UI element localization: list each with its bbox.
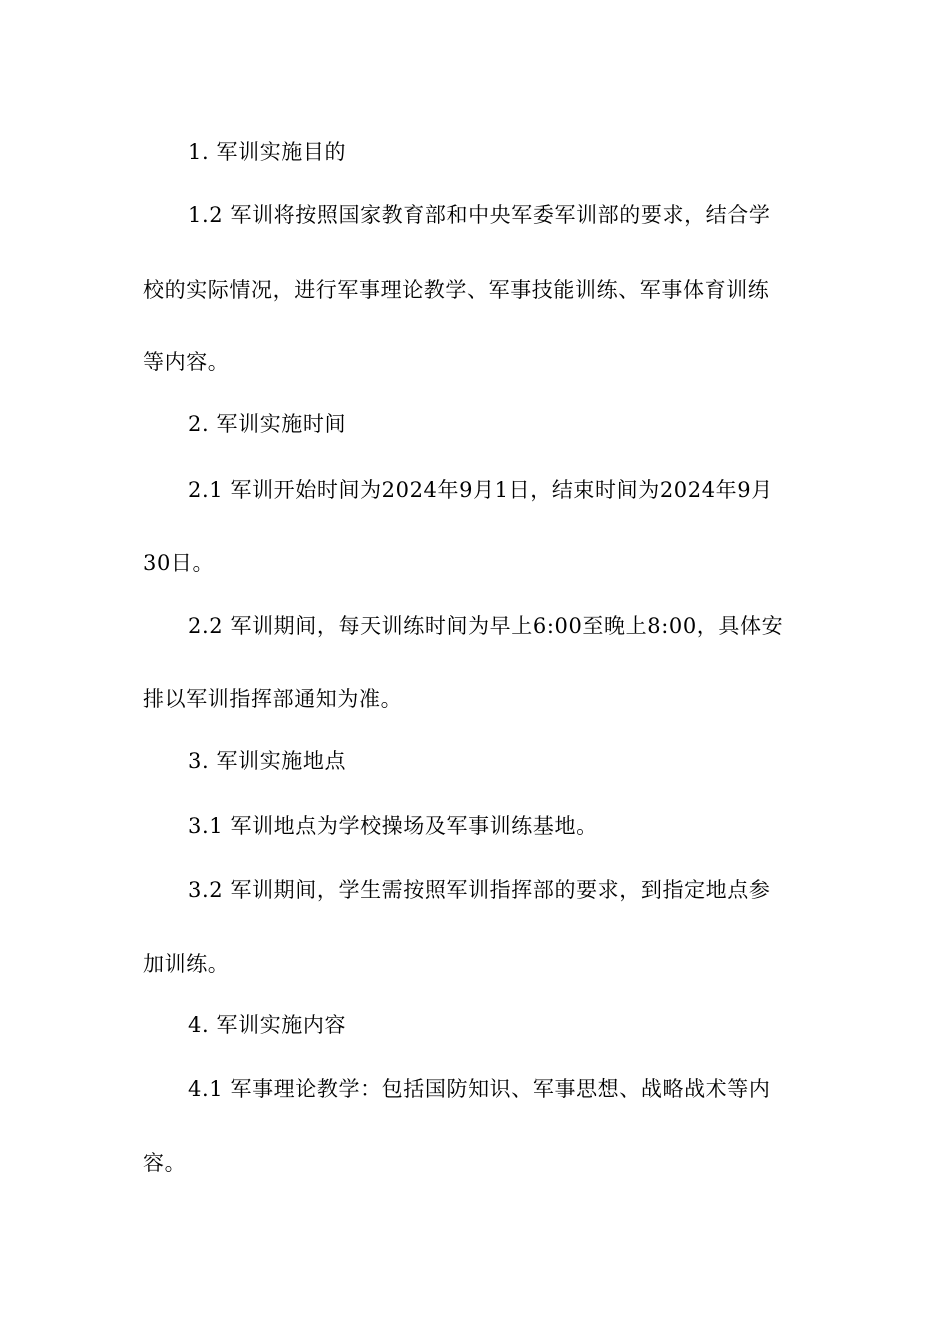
paragraph-3-2-line-2: 加训练。	[143, 952, 230, 976]
heading-4: 4. 军训实施内容	[188, 1013, 347, 1037]
paragraph-3-1: 3.1 军训地点为学校操场及军事训练基地。	[188, 814, 598, 838]
paragraph-2-1-line-2: 30日。	[143, 551, 215, 575]
paragraph-2-2-line-2: 排以军训指挥部通知为准。	[143, 687, 403, 711]
paragraph-4-1-line-1: 4.1 军事理论教学：包括国防知识、军事思想、战略战术等内	[188, 1077, 771, 1101]
paragraph-2-1-line-1: 2.1 军训开始时间为2024年9月1日，结束时间为2024年9月	[188, 478, 773, 502]
paragraph-4-1-line-2: 容。	[143, 1151, 187, 1175]
paragraph-1-2-line-1: 1.2 军训将按照国家教育部和中央军委军训部的要求，结合学	[188, 203, 771, 227]
paragraph-2-2-line-1: 2.2 军训期间，每天训练时间为早上6:00至晚上8:00，具体安	[188, 614, 784, 638]
heading-2: 2. 军训实施时间	[188, 412, 347, 436]
heading-1: 1. 军训实施目的	[188, 140, 347, 164]
paragraph-3-2-line-1: 3.2 军训期间，学生需按照军训指挥部的要求，到指定地点参	[188, 878, 771, 902]
paragraph-1-2-line-3: 等内容。	[143, 350, 230, 374]
heading-3: 3. 军训实施地点	[188, 749, 347, 773]
paragraph-1-2-line-2: 校的实际情况，进行军事理论教学、军事技能训练、军事体育训练	[143, 278, 770, 302]
